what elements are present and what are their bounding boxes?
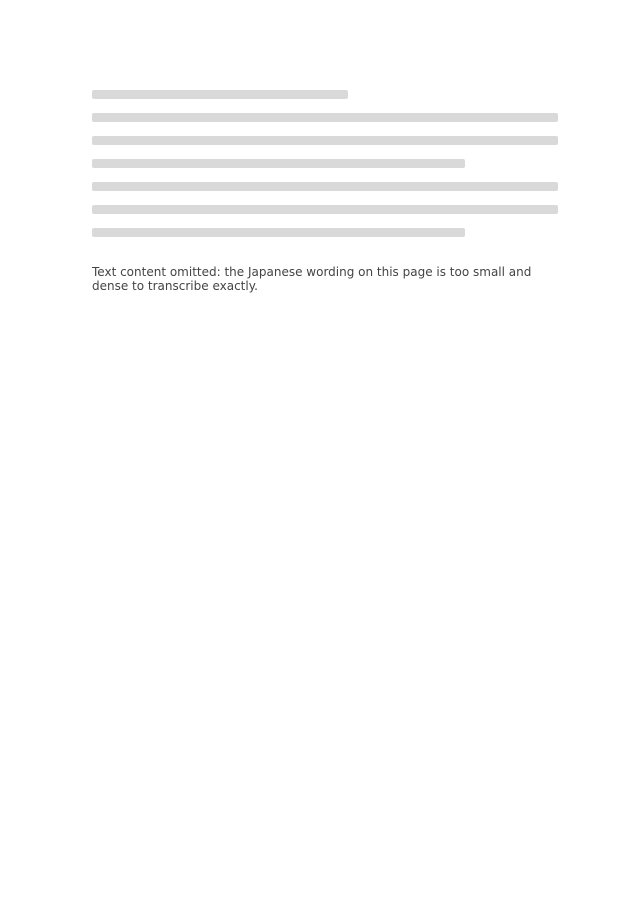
text-placeholder (92, 90, 558, 237)
omission-note: Text content omitted: the Japanese wording on this page is too small and dense to transcribe exactly. (92, 265, 532, 293)
